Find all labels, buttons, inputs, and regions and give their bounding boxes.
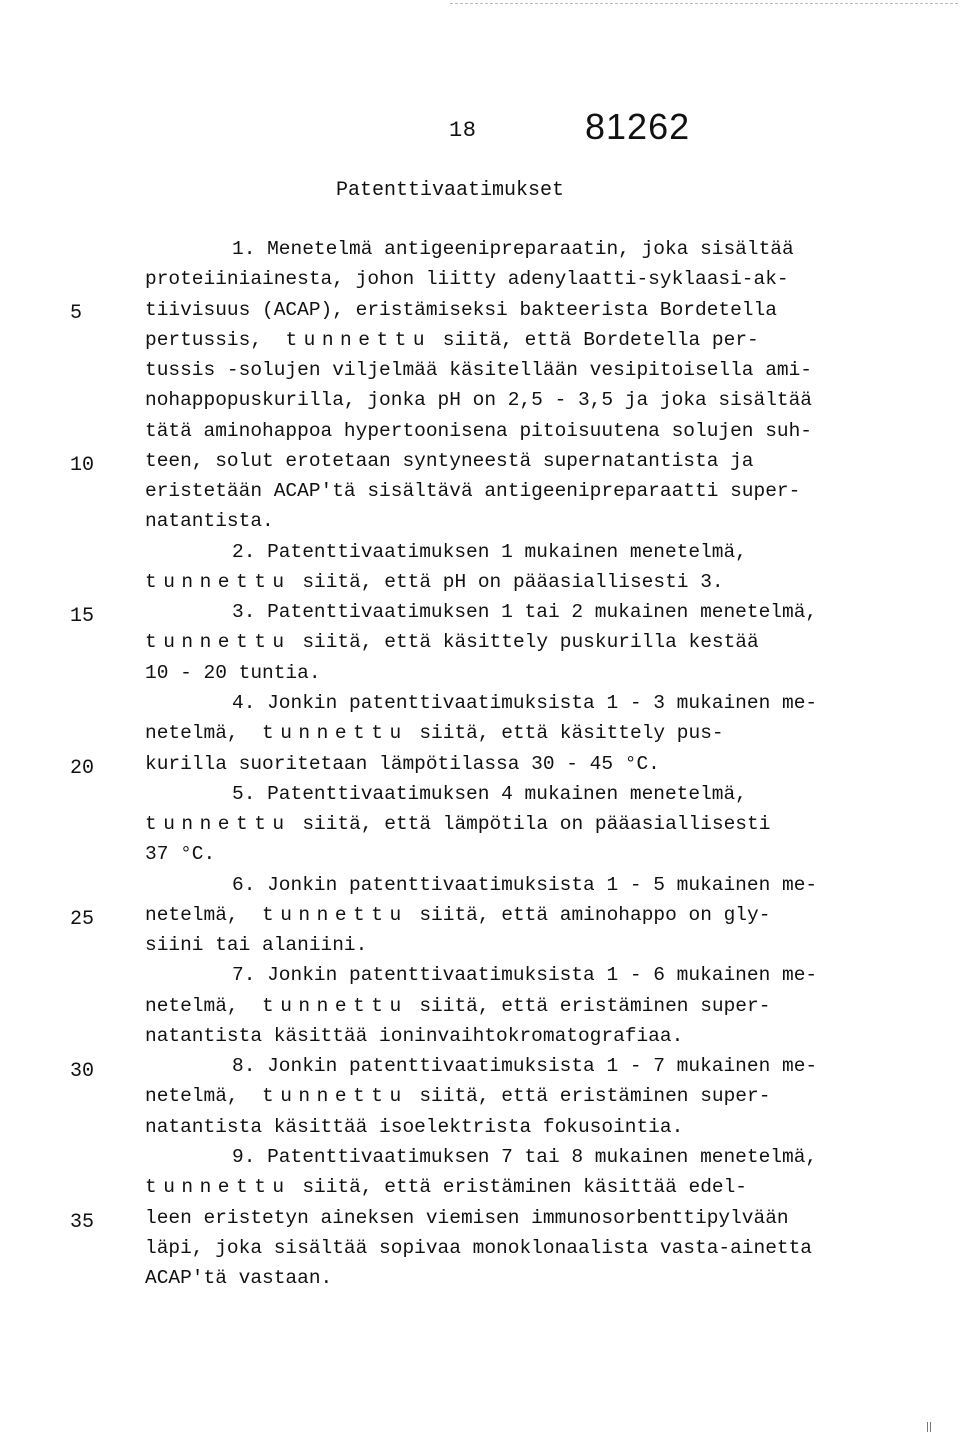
margin-line-number: 25 — [70, 908, 95, 931]
claim-text: Patenttivaatimuksen 7 tai 8 mukainen menetelmä, — [267, 1145, 818, 1168]
claim-text: netelmä, — [145, 1085, 239, 1108]
margin-line-number: 35 — [70, 1211, 95, 1234]
claim-5-line — [145, 809, 885, 839]
document-number: 81262 — [585, 106, 691, 147]
claim-keyword: tunnettu — [262, 994, 408, 1017]
claim-1-line: proteiiniainesta, johon liitty adenylaatti-syklaasi-ak- — [145, 268, 789, 291]
claim-1-line: tiivisuus (ACAP), eristämiseksi bakteerista Bordetella — [145, 298, 777, 321]
claim-number: 7. — [232, 964, 256, 987]
claim-text: netelmä, — [145, 994, 239, 1017]
claim-1-line: teen, solut erotetaan syntyneestä supernatantista ja — [145, 449, 754, 472]
claim-keyword: tunnettu — [145, 631, 291, 654]
claim-number: 4. — [232, 691, 256, 714]
claim-keyword: tunnettu — [285, 328, 432, 351]
claim-4-line — [145, 688, 885, 718]
claim-text: Jonkin patenttivaatimuksista 1 - 3 mukainen me- — [267, 691, 818, 714]
claim-keyword: tunnettu — [145, 813, 291, 836]
claim-9-line — [145, 1172, 885, 1202]
claim-text: Patenttivaatimuksen 1 mukainen menetelmä, — [267, 540, 747, 563]
claim-number: 6. — [232, 873, 256, 896]
margin-line-number: 5 — [70, 302, 83, 325]
claim-text: pertussis, — [145, 328, 263, 351]
claim-9-line: leen eristetyn aineksen viemisen immunosorbenttipylvään — [145, 1206, 789, 1229]
claim-text: siitä, että Bordetella per- — [442, 328, 759, 351]
claim-8-line: natantista käsittää isoelektrista fokusointia. — [145, 1115, 684, 1138]
claim-3-line: 10 - 20 tuntia. — [145, 661, 321, 684]
claim-number: 3. — [232, 601, 256, 624]
claim-text: Jonkin patenttivaatimuksista 1 - 7 mukainen me- — [267, 1055, 818, 1078]
claim-text: siitä, että eristäminen super- — [419, 1085, 771, 1108]
claim-text: siitä, että eristäminen super- — [419, 994, 771, 1017]
margin-line-number: 10 — [70, 454, 95, 477]
claim-text: netelmä, — [145, 722, 239, 745]
claim-5-line: 37 °C. — [145, 843, 216, 866]
claim-number: 1. — [232, 238, 256, 260]
claim-text: Patenttivaatimuksen 4 mukainen menetelmä, — [267, 782, 747, 805]
claim-keyword: tunnettu — [145, 1176, 291, 1199]
claim-text: netelmä, — [145, 903, 239, 926]
claim-7-line — [145, 991, 885, 1021]
claim-keyword: tunnettu — [262, 722, 408, 745]
claim-7-line: natantista käsittää ioninvaihtokromatografiaa. — [145, 1024, 684, 1047]
claim-keyword: tunnettu — [262, 903, 408, 926]
claim-2-line — [145, 567, 885, 597]
claim-8-line — [145, 1051, 885, 1081]
claim-text: siitä, että lämpötila on pääasiallisesti — [302, 813, 771, 836]
claim-6-line — [145, 900, 885, 930]
claim-9-line: ACAP'tä vastaan. — [145, 1267, 333, 1290]
claim-text: Jonkin patenttivaatimuksista 1 - 5 mukainen me- — [267, 873, 818, 896]
margin-line-number: 15 — [70, 605, 95, 628]
claim-4-line: kurilla suoritetaan lämpötilassa 30 - 45 °C. — [145, 752, 660, 775]
claim-text: siitä, että käsittely pus- — [419, 722, 724, 745]
page-number: 18 — [449, 118, 477, 143]
claim-6-line — [145, 870, 885, 900]
claims-body — [145, 234, 885, 1293]
claim-7-line — [145, 960, 885, 990]
margin-line-number: 30 — [70, 1060, 95, 1083]
claim-1-line — [145, 325, 885, 355]
claim-3-line — [145, 627, 885, 657]
claim-9-line — [145, 1142, 885, 1172]
claim-text: siitä, että aminohappo on gly- — [419, 903, 771, 926]
claim-1-line: tussis -solujen viljelmää käsitellään vesipitoisella ami- — [145, 359, 813, 382]
claim-number: 5. — [232, 782, 256, 805]
claim-2-line — [145, 537, 885, 567]
claim-number: 9. — [232, 1145, 256, 1168]
claim-1-line — [145, 234, 885, 264]
claim-1-line: eristetään ACAP'tä sisältävä antigeenipreparaatti super- — [145, 480, 801, 503]
claim-text: Menetelmä antigeenipreparaatin, joka sisältää — [267, 238, 794, 260]
claim-number: 8. — [232, 1055, 256, 1078]
margin-line-number: 20 — [70, 757, 95, 780]
claim-text: siitä, että eristäminen käsittää edel- — [302, 1176, 748, 1199]
claim-number: 2. — [232, 540, 256, 563]
claim-1-line: tätä aminohappoa hypertoonisena pitoisuutena solujen suh- — [145, 419, 813, 442]
claim-keyword: tunnettu — [145, 570, 291, 593]
top-rule — [450, 3, 958, 5]
claim-text: Patenttivaatimuksen 1 tai 2 mukainen menetelmä, — [267, 601, 818, 624]
claim-text: siitä, että käsittely puskurilla kestää — [302, 631, 759, 654]
claims-heading: Patenttivaatimukset — [336, 179, 565, 202]
claim-8-line — [145, 1081, 885, 1111]
claim-4-line — [145, 718, 885, 748]
claim-keyword: tunnettu — [262, 1085, 408, 1108]
claim-9-line: läpi, joka sisältää sopivaa monoklonaalista vasta-ainetta — [145, 1236, 813, 1259]
claim-text: siitä, että pH on pääasiallisesti 3. — [302, 570, 724, 593]
scan-mark — [927, 1422, 931, 1432]
claim-text: Jonkin patenttivaatimuksista 1 - 6 mukainen me- — [267, 964, 818, 987]
claim-1-line: nohappopuskurilla, jonka pH on 2,5 - 3,5 ja joka sisältää — [145, 389, 813, 412]
claim-1-line: natantista. — [145, 510, 274, 533]
claim-5-line — [145, 779, 885, 809]
claim-6-line: siini tai alaniini. — [145, 934, 368, 957]
claim-3-line — [145, 597, 885, 627]
